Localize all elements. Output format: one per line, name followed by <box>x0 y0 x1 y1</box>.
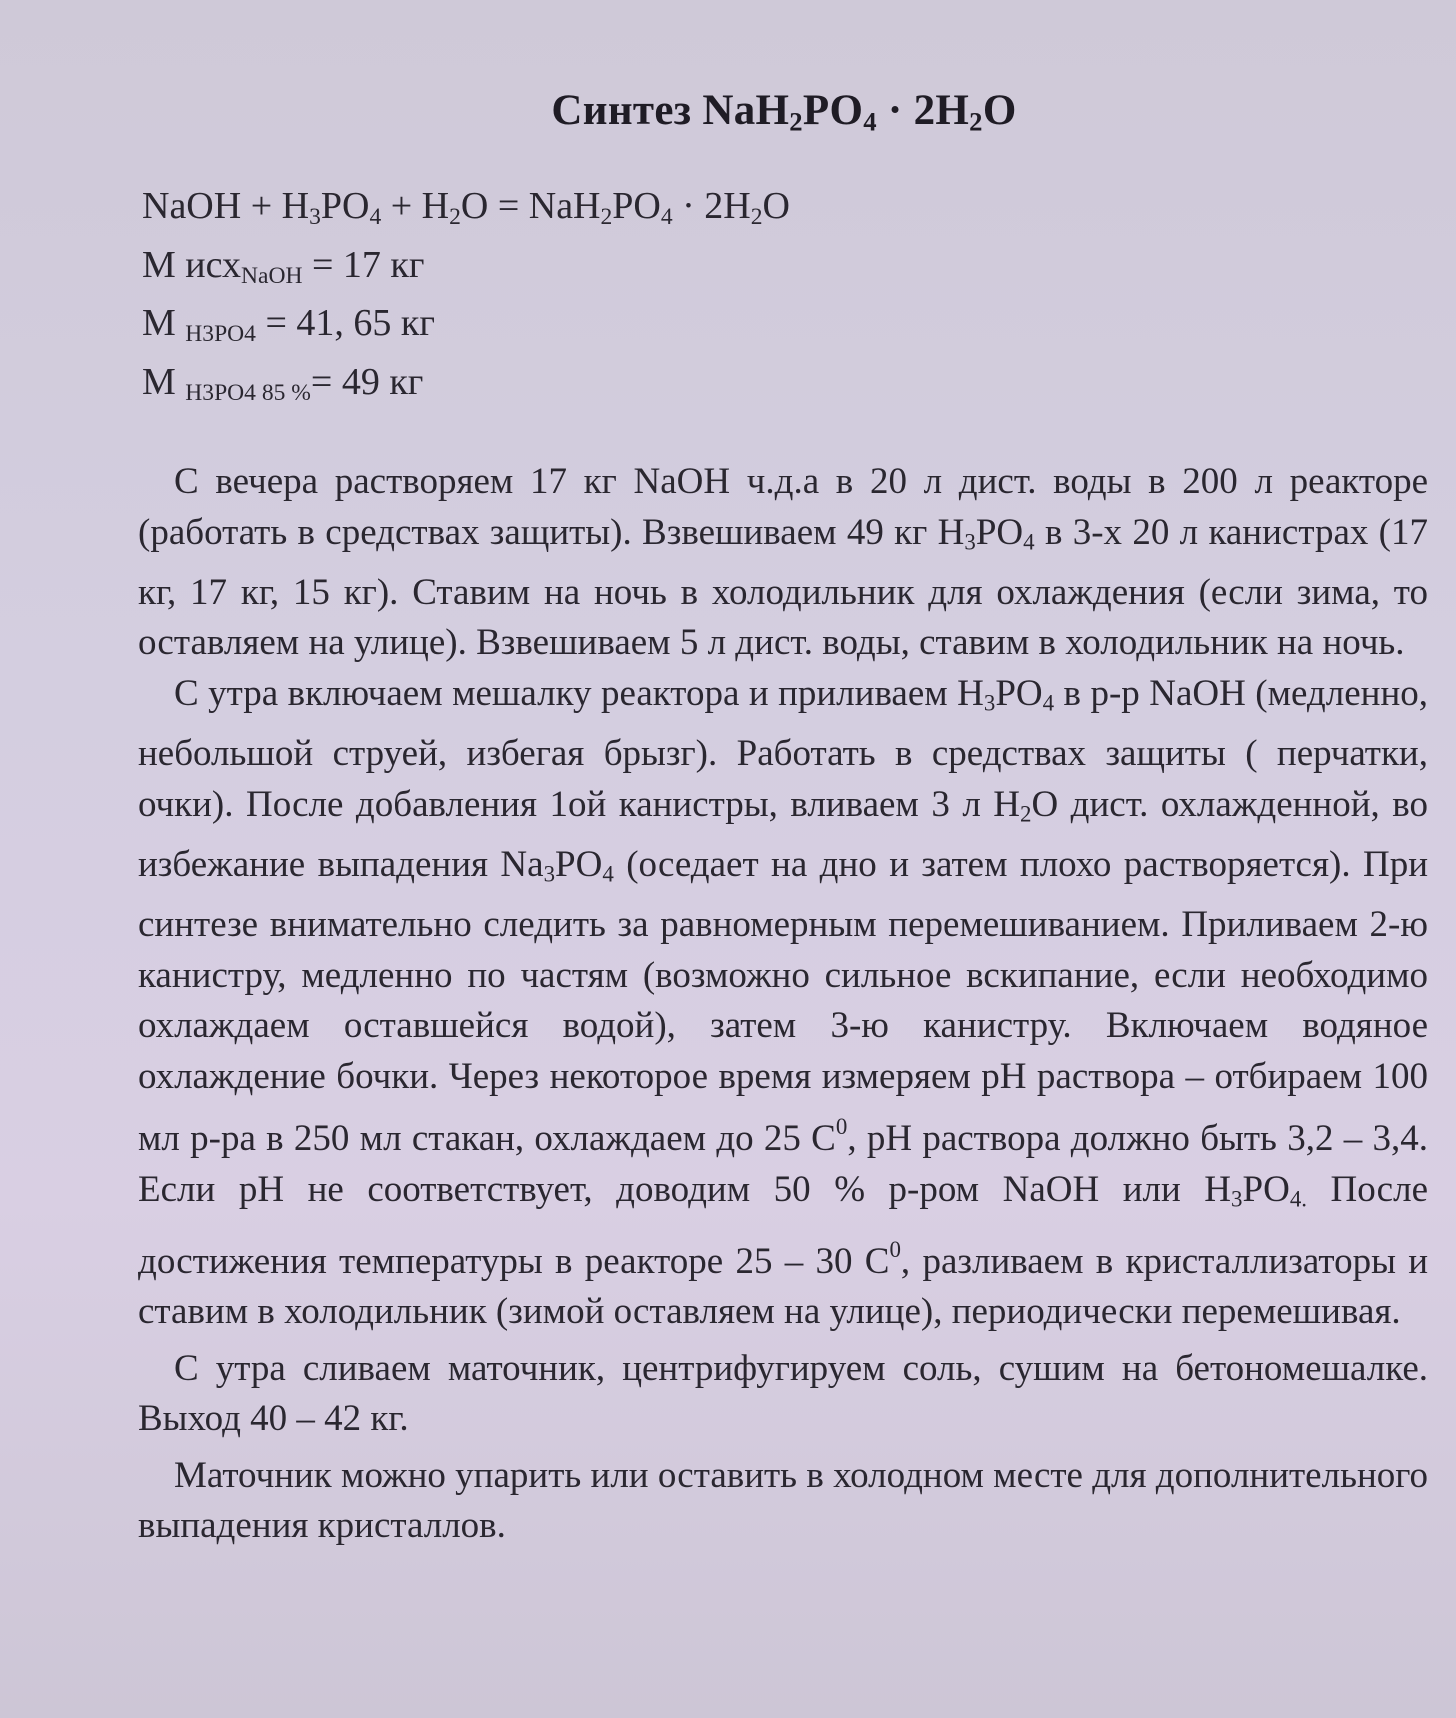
mass-h3po4-line: М $_{H3PO4}$ = 41, 65 кг <box>142 302 435 348</box>
mass-h3po4-85-line: М $_{H3PO4 85 \%}$= 49 кг <box>142 361 424 407</box>
paragraph-morning-synthesis: С утра включаем мешалку реактора и приливаем $H_3PO_4$ в р-р NaOH (медленно, небольшой струей, избегая брызг). Работать в средствах защиты ( перчатки, очки). После добавления 1ой канистры, вливаем 3 л $H_2O$ дист. охлажденной, во избежание выпадения $Na_3PO_4$ (оседает на дно и затем плохо растворяется). При синтезе внимательно следить за равномерным перемешиванием. Приливаем 2-ю канистру, медленно по частям (возможно сильное вскипание, если необходимо охлаждаем оставшейся водой), затем 3-ю канистру. Включаем водяное охлаждение бочки. Через некоторое время измеряем pH раствора – отбираем 100 мл р-ра в 250 мл стакан, охлаждаем до 25 $С^0$, pH раствора должно быть 3,2 – 3,4. Если pH не соответствует, доводим 50 % р-ром NaOH или $H_3PO_{4.}$ После достижения температуры в реакторе 25 – 30 $С^0$, разливаем в кристаллизаторы и ставим в холодильник (зимой оставляем на улице), периодически перемешивая. <box>138 672 1429 1333</box>
paragraph-evening: С вечера растворяем 17 кг NaOH ч.д.а в 20 л дист. воды в 200 л реакторе (работать в средствах защиты). Взвешиваем 49 кг $H_3PO_4$ в 3-х 20 л канистрах (17 кг, 17 кг, 15 кг). Ставим на ночь в холодильник для охлаждения (если зима, то оставляем на улице). Взвешиваем 5 л дист. воды, ставим в холодильник на ночь. <box>138 461 1428 664</box>
paragraph-mother-liquor: Маточник можно упарить или оставить в холодном месте для дополнительного выпадения кристаллов. <box>138 1454 1428 1547</box>
formula-block <box>142 182 1408 418</box>
mass-naoh-line: М исх$_{NaOH}$ = 17 кг <box>142 243 425 289</box>
paragraph-next-morning: С утра сливаем маточник, центрифугируем соль, сушим на бетономешалке. Выход 40 – 42 кг. <box>138 1347 1428 1440</box>
reaction-equation: NaOH + $H_3PO_4 + H_2O = NaH_2PO_4 \cdot 2H_2O$ <box>142 184 790 230</box>
document-title: Синтез $NaH_2PO_4 \cdot 2H_2O$ <box>551 87 1017 137</box>
